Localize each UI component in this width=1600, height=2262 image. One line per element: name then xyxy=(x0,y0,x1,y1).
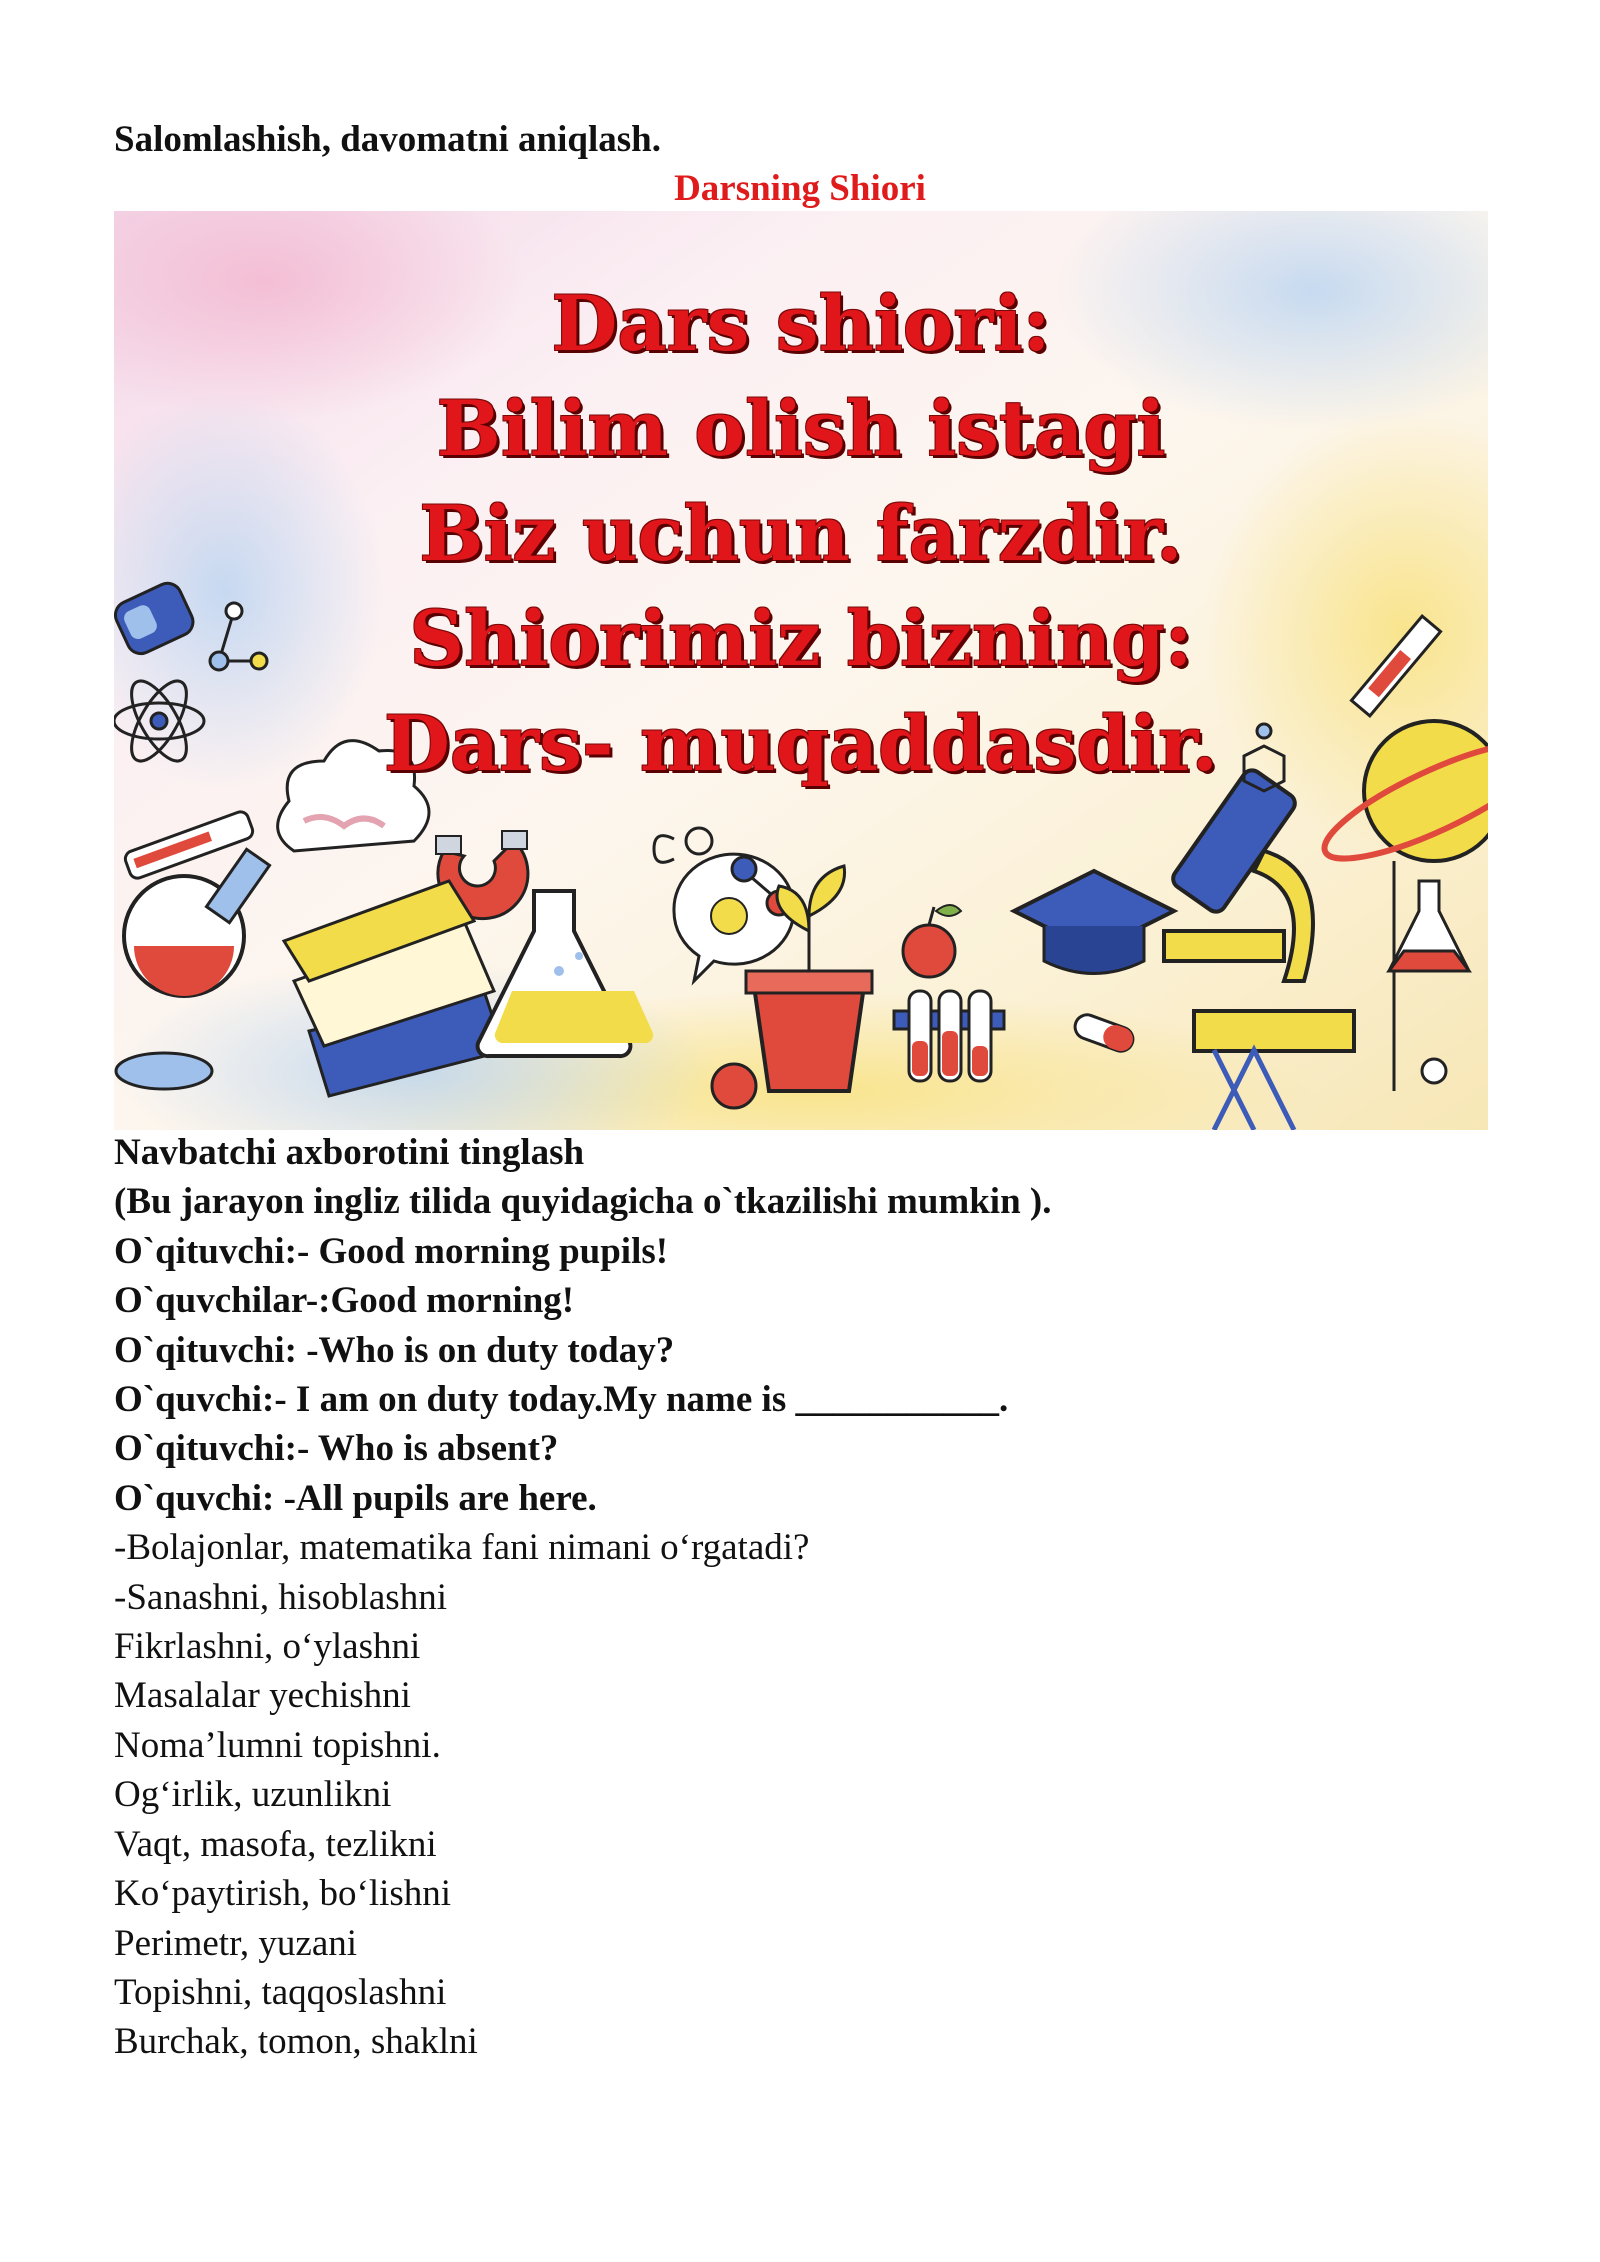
lesson-line: Perimetr, yuzani xyxy=(114,1922,358,1964)
dialogue-line: O`qituvchi:- Who is absent? xyxy=(114,1428,559,1470)
motto-line: Dars- muqaddasdir. xyxy=(384,699,1218,788)
lesson-line: Vaqt, masofa, tezlikni xyxy=(114,1823,437,1865)
motto-title: Darsning Shiori xyxy=(674,168,926,209)
dialogue-line: O`quvchilar-:Good morning! xyxy=(114,1280,575,1322)
lesson-line: Burchak, tomon, shaklni xyxy=(114,2021,478,2063)
motto-line: Bilim olish istagi xyxy=(436,384,1166,473)
petri-dish-icon xyxy=(116,1053,212,1089)
lesson-line: Topishni, taqqoslashni xyxy=(114,1971,447,2013)
motto-line: Dars shiori: xyxy=(551,279,1051,368)
motto-line: Biz uchun farzdir. xyxy=(419,489,1183,578)
lesson-line: Noma’lumni topishni. xyxy=(114,1724,441,1766)
lesson-line: -Bolajonlar, matematika fani nimani o‘rgatadi? xyxy=(114,1527,810,1569)
lesson-line: Og‘irlik, uzunlikni xyxy=(114,1774,392,1816)
lesson-line: Masalalar yechishni xyxy=(114,1675,411,1717)
lesson-line: -Sanashni, hisoblashni xyxy=(114,1576,447,1618)
virus-icon xyxy=(712,1064,756,1108)
dialogue-line: O`quvchi: -All pupils are here. xyxy=(114,1477,597,1519)
motto-line: Shiorimiz bizning: xyxy=(409,594,1193,683)
motto-banner-image xyxy=(114,211,1488,1130)
dialogue-line: Navbatchi axborotini tinglash xyxy=(114,1132,585,1173)
lesson-line: Ko‘paytirish, bo‘lishni xyxy=(114,1873,452,1915)
dialogue-line: O`qituvchi: -Who is on duty today? xyxy=(114,1329,675,1371)
lesson-line: Fikrlashni, o‘ylashni xyxy=(114,1626,421,1668)
dialogue-line: O`quvchi:- I am on duty today.My name is ___________. xyxy=(114,1379,1009,1421)
lesson-body xyxy=(114,1128,1514,2067)
motto-text-block xyxy=(114,271,1488,796)
intro-heading: Salomlashish, davomatni aniqlash. xyxy=(114,119,661,160)
dialogue-line: (Bu jarayon ingliz tilida quyidagicha o`tkazilishi mumkin ). xyxy=(114,1181,1052,1223)
test-tubes-icon xyxy=(894,991,1004,1081)
dialogue-line: O`qituvchi:- Good morning pupils! xyxy=(114,1230,669,1272)
